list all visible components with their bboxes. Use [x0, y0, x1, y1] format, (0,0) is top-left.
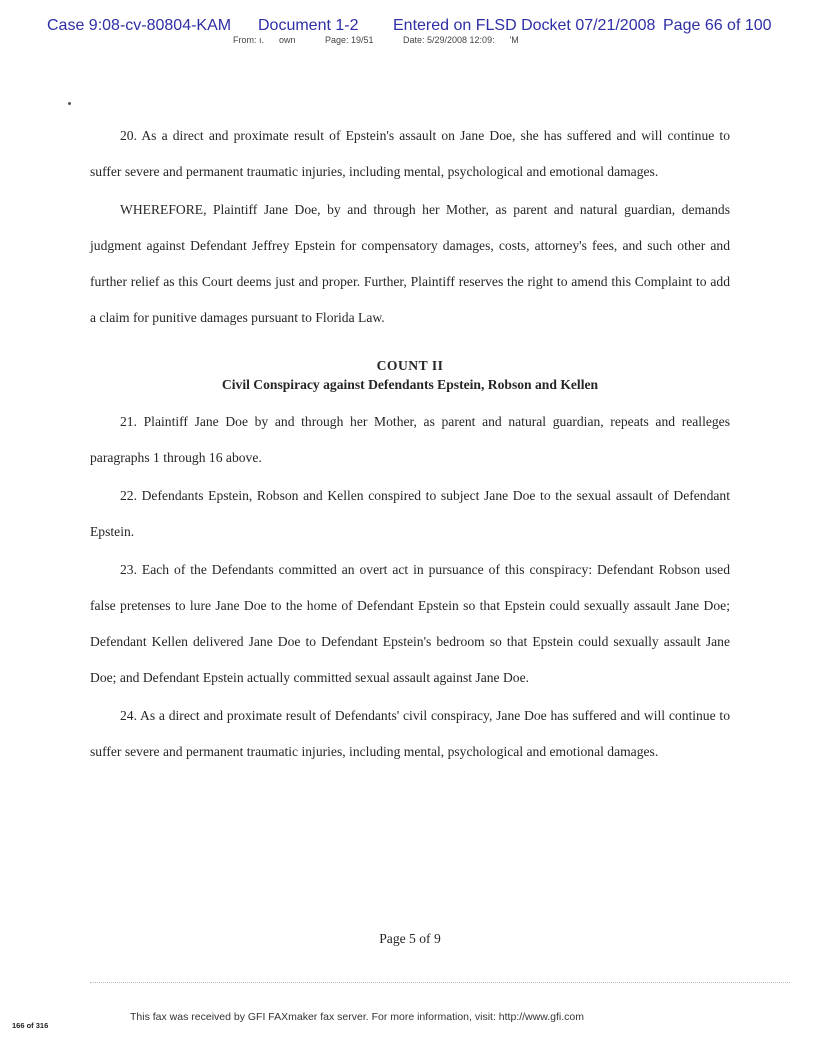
fax-from: From: ı. own	[233, 35, 296, 45]
fax-page: Page: 19/51	[325, 35, 374, 45]
wherefore-clause: WHEREFORE, Plaintiff Jane Doe, by and through her Mother, as parent and natural guardian, demands judgment against Defendant Jeffrey Epstein for compensatory damages, costs, attorney's fees, and such other and further relief as this Court deems just and proper. Further, Plaintiff reserves the right to amend this Complaint to add a claim for punitive damages pursuant to Florida Law.	[90, 202, 730, 325]
paragraph-23: 23. Each of the Defendants committed an overt act in pursuance of this conspiracy: Defendant Robson used false pretenses to lure Jane Doe to the home of Defendant Epstein so that Epstein could sexually assault Jane Doe; Defendant Kellen delivered Jane Doe to Defendant Epstein's bedroom so that Epstein could sexually assault Jane Doe; and Defendant Epstein actually committed sexual assault against Jane Doe.	[90, 562, 730, 685]
fax-date: Date: 5/29/2008 12:09: 'M	[403, 35, 519, 45]
count-title: COUNT II	[376, 358, 444, 373]
paragraph-21: 21. Plaintiff Jane Doe by and through her Mother, as parent and natural guardian, repeats and realleges paragraphs 1 through 16 above.	[90, 414, 730, 465]
stamp-page-number: Page 66 of 100	[663, 17, 772, 34]
paragraph-22: 22. Defendants Epstein, Robson and Kellen conspired to subject Jane Doe to the sexual assault of Defendant Epstein.	[90, 488, 730, 539]
count-subtitle: Civil Conspiracy against Defendants Epstein, Robson and Kellen	[221, 377, 599, 392]
scan-artifact-line	[90, 982, 790, 984]
docket-entry-date: Entered on FLSD Docket 07/21/2008	[393, 17, 656, 34]
paragraph-20: 20. As a direct and proximate result of Epstein's assault on Jane Doe, she has suffered and will continue to suffer severe and permanent traumatic injuries, including mental, psychological and emotional damages.	[90, 128, 730, 179]
document-body	[90, 118, 730, 770]
document-number: Document 1-2	[258, 17, 359, 34]
scan-speck	[68, 102, 71, 105]
batch-page-count: 166 of 316	[12, 1021, 49, 1030]
count-heading	[90, 356, 730, 394]
paragraph-24: 24. As a direct and proximate result of Defendants' civil conspiracy, Jane Doe has suffered and will continue to suffer severe and permanent traumatic injuries, including mental, psychological and emotional damages.	[90, 708, 730, 759]
case-number: Case 9:08-cv-80804-KAM	[47, 17, 232, 34]
fax-server-note: This fax was received by GFI FAXmaker fax server. For more information, visit: http://www.gfi.com	[130, 1011, 584, 1023]
page-number: Page 5 of 9	[379, 931, 441, 946]
